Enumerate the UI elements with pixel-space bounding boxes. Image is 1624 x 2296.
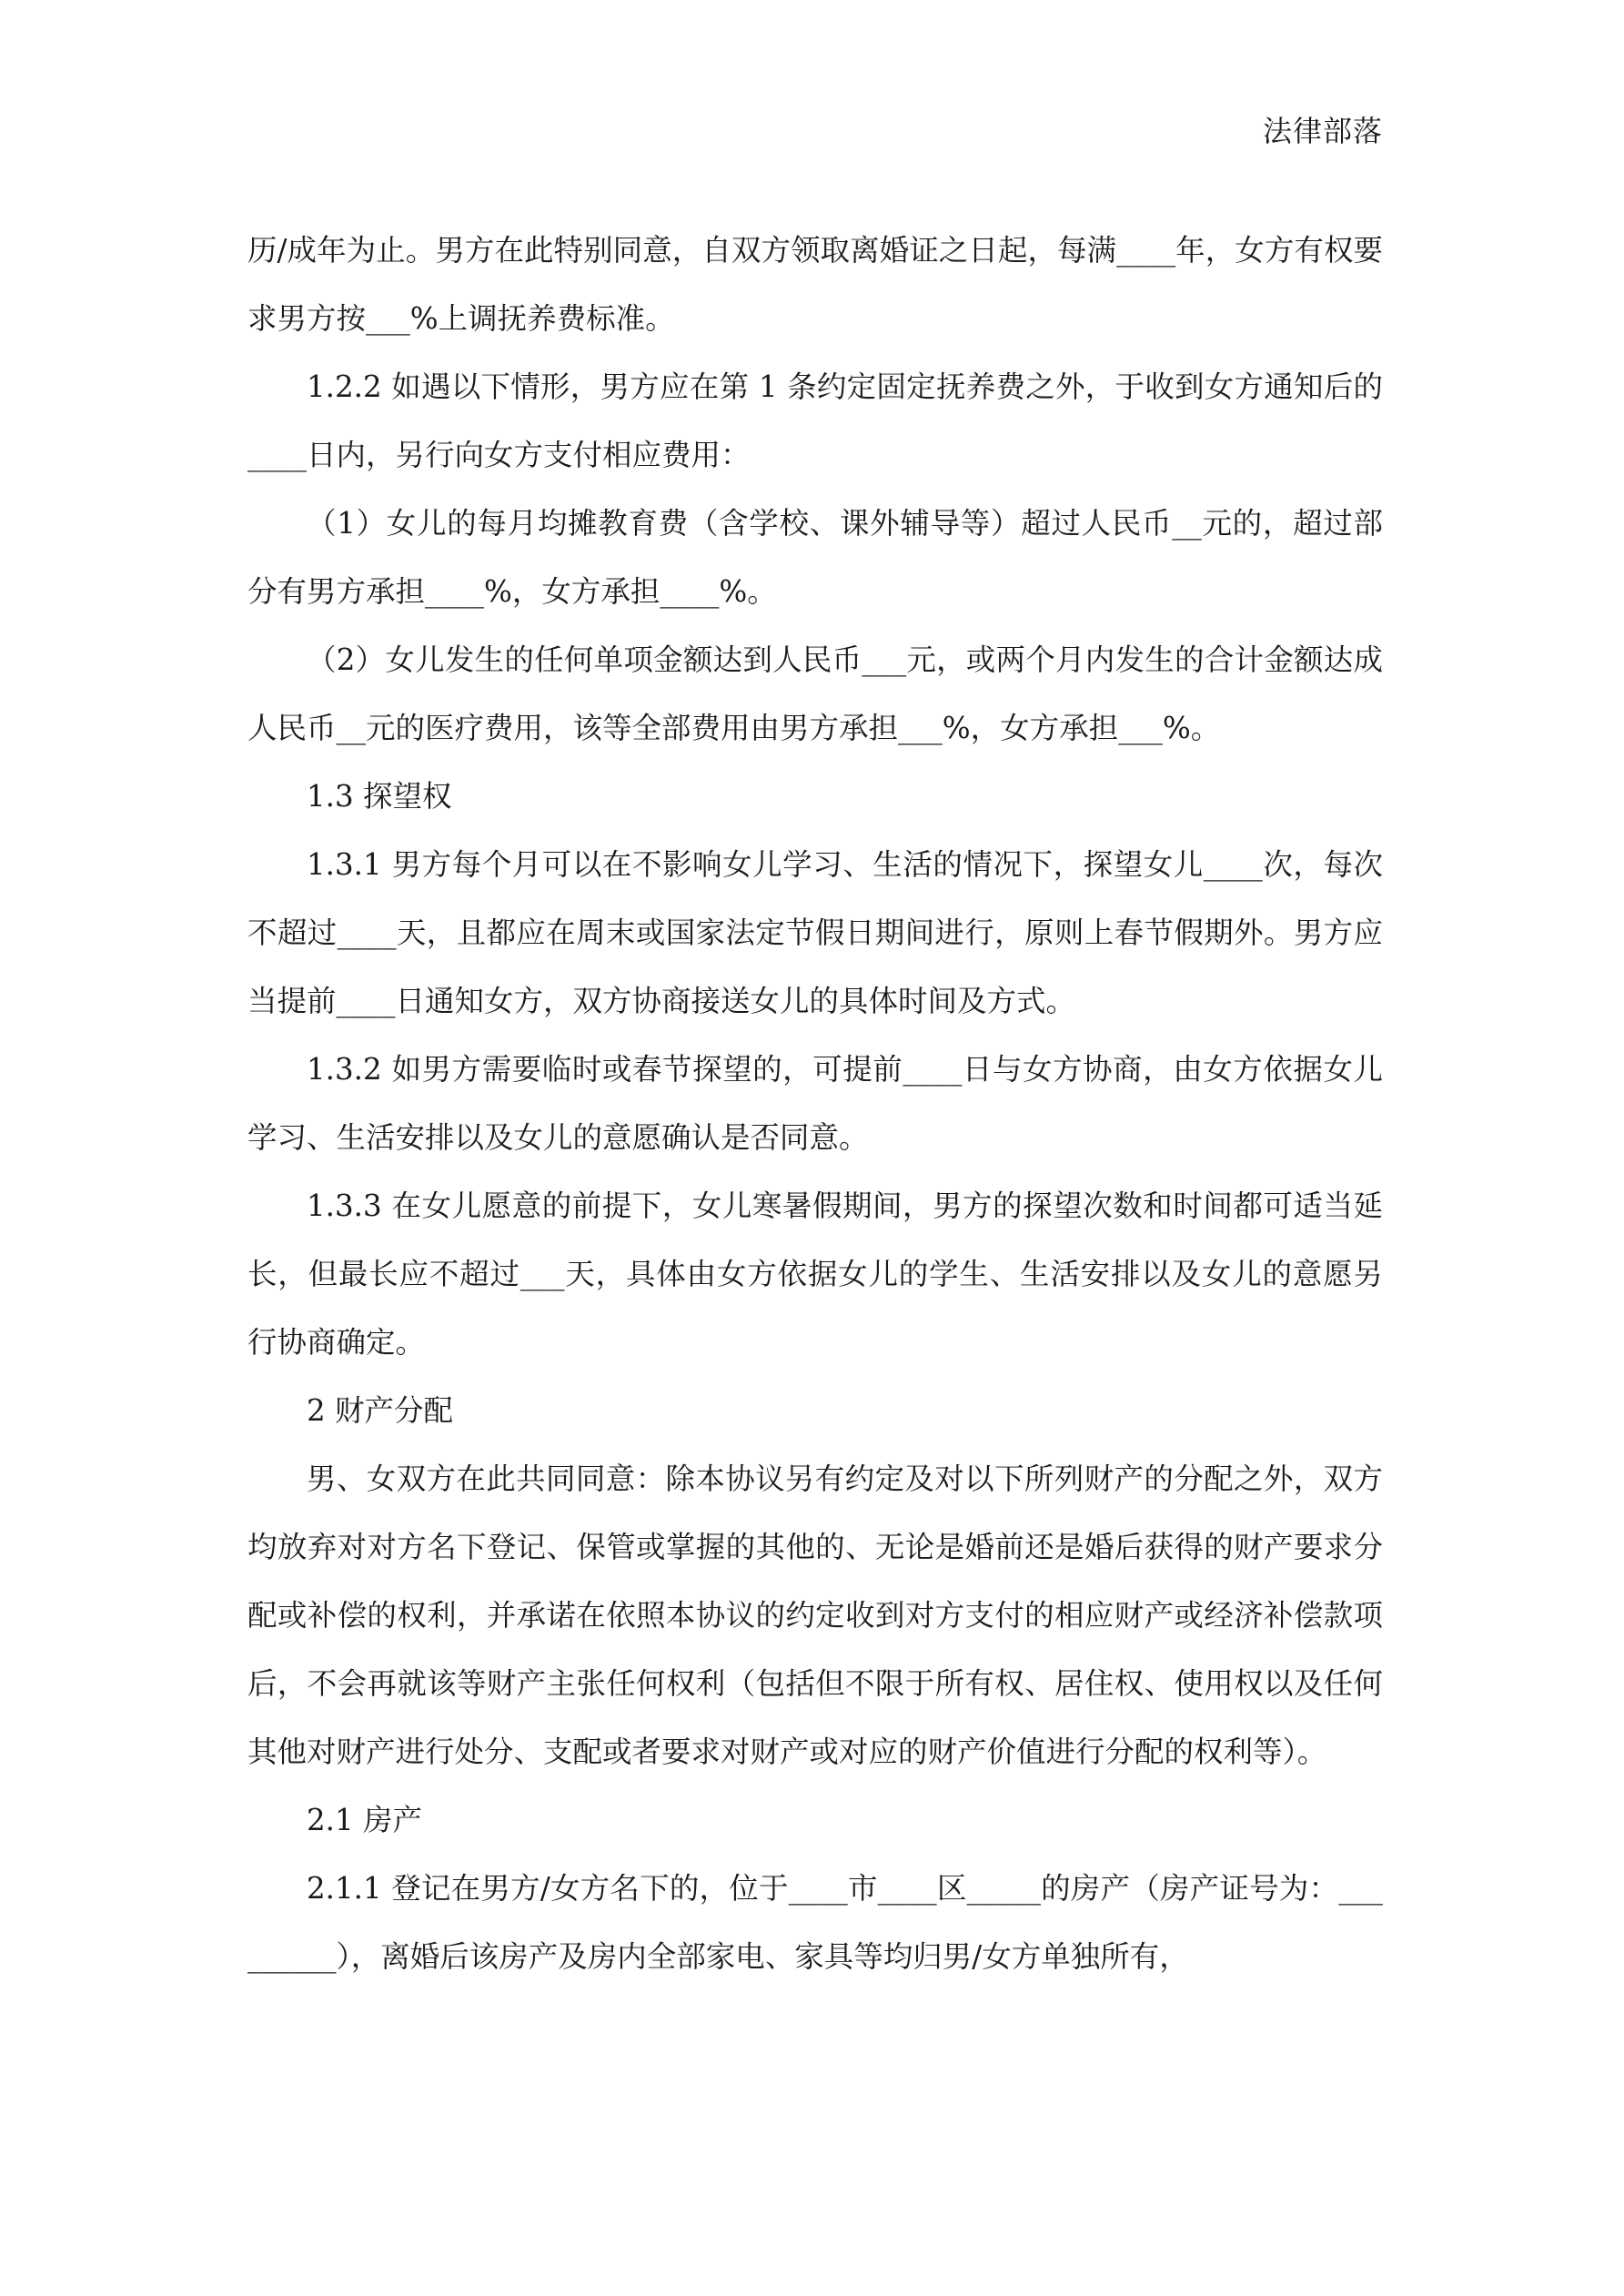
page-header: 法律部落 <box>1262 114 1383 148</box>
paragraph-1: 历/成年为止。男方在此特别同意，自双方领取离婚证之日起，每满____年，女方有权要求男方按___%上调抚养费标准。 <box>247 233 1383 336</box>
paragraph-item-2: （2）女儿发生的任何单项金额达到人民币___元，或两个月内发生的合计金额达成人民币__元的医疗费用，该等全部费用由男方承担___%，女方承担___%。 <box>247 642 1383 745</box>
paragraph-1-3-2: 1.3.2 如男方需要临时或春节探望的，可提前____日与女方协商，由女方依据女儿学习、生活安排以及女儿的意愿确认是否同意。 <box>247 1052 1383 1155</box>
paragraph-2-1-1: 2.1.1 登记在男方/女方名下的，位于____市____区_____的房产（房产证号为：_________），离婚后该房产及房内全部家电、家具等均归男/女方单独所有， <box>247 1871 1383 1974</box>
paragraph-item-1: （1）女儿的每月均摊教育费（含学校、课外辅导等）超过人民币__元的，超过部分有男方承担____%，女方承担____%。 <box>247 506 1383 609</box>
paragraph-1-2-2: 1.2.2 如遇以下情形，男方应在第 1 条约定固定抚养费之外，于收到女方通知后的____日内，另行向女方支付相应费用： <box>247 369 1383 472</box>
paragraph-1-3-1: 1.3.1 男方每个月可以在不影响女儿学习、生活的情况下，探望女儿____次，每次不超过____天，且都应在周末或国家法定节假日期间进行，原则上春节假期外。男方应当提前____日通知女方，双方协商接送女儿的具体时间及方式。 <box>247 847 1383 1018</box>
section-heading-1-3: 1.3 探望权 <box>307 779 452 814</box>
document-body <box>247 217 1383 1991</box>
paragraph-property-agreement: 男、女双方在此共同同意：除本协议另有约定及对以下所列财产的分配之外，双方均放弃对对方名下登记、保管或掌握的其他的、无论是婚前还是婚后获得的财产要求分配或补偿的权利，并承诺在依照本协议的约定收到对方支付的相应财产或经济补偿款项后，不会再就该等财产主张任何权利（包括但不限于所有权、居住权、使用权以及任何其他对财产进行处分、支配或者要求对财产或对应的财产价值进行分配的权利等）。 <box>247 1462 1383 1769</box>
section-heading-2: 2 财产分配 <box>307 1393 454 1428</box>
section-heading-2-1: 2.1 房产 <box>307 1803 423 1837</box>
paragraph-1-3-3: 1.3.3 在女儿愿意的前提下，女儿寒暑假期间，男方的探望次数和时间都可适当延长，但最长应不超过___天，具体由女方依据女儿的学生、生活安排以及女儿的意愿另行协商确定。 <box>247 1188 1383 1360</box>
